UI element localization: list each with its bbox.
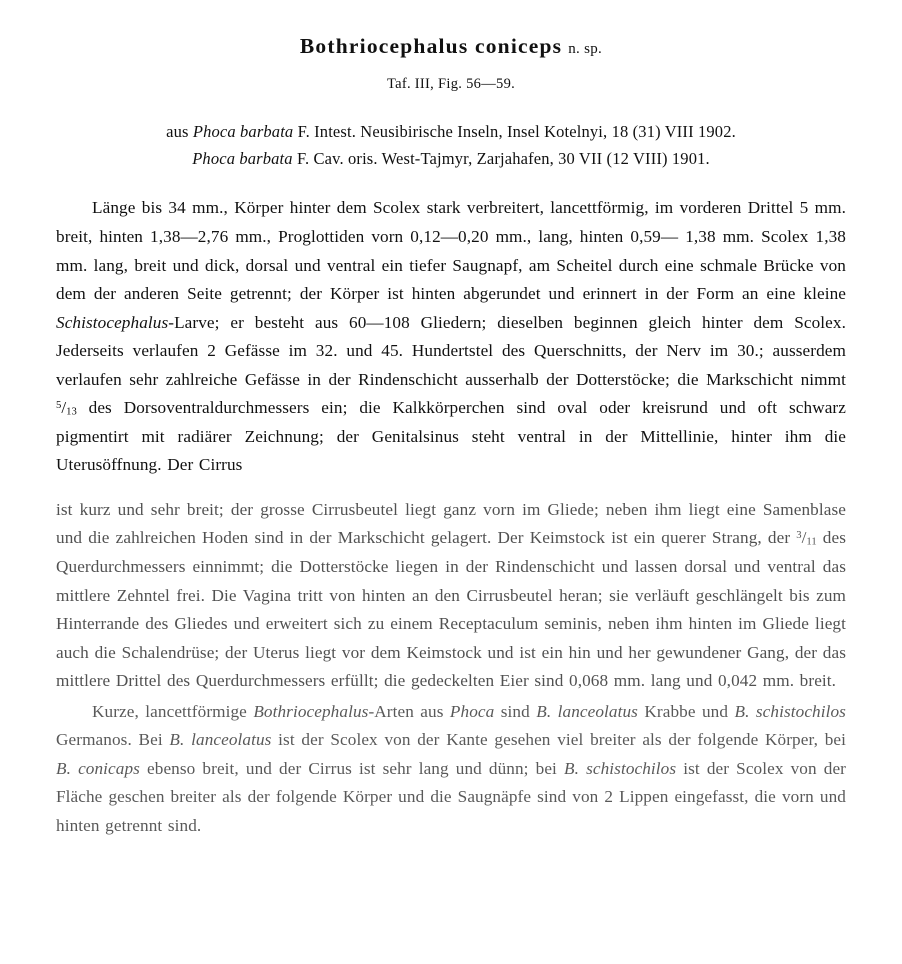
host-record-line xyxy=(56,146,846,173)
description-block-secondary xyxy=(56,496,846,696)
description-block-comparison xyxy=(56,698,846,841)
host-line-detail: F. Cav. oris. West-Tajmyr, Zarjahafen, 30 VII (12 VIII) 1901. xyxy=(292,148,710,168)
host-record-list xyxy=(56,119,846,172)
description-block-primary xyxy=(56,194,846,479)
host-record-line xyxy=(56,119,846,146)
host-line-detail: F. Intest. Neusibirische Inseln, Insel Kotelnyi, 18 (31) VIII 1902. xyxy=(293,122,736,141)
plate-reference: Taf. III, Fig. 56—59. xyxy=(386,76,516,92)
title-authority: n. sp. xyxy=(568,41,603,57)
host-line-species: Phoca barbata xyxy=(192,148,293,168)
paragraph-morphology: Länge bis 34 mm., Körper hinter dem Scolex stark verbreitert, lancettförmig, im vorderen Drittel 5 mm. breit, hinten 1,38—2,76 mm., Proglottiden vorn 0,12—0,20 mm., lang, hinten 0,59— 1,38 mm. Scolex 1,38 mm. lang, breit und dick, dorsal und ventral ein tiefer Saugnapf, am Scheitel durch eine schmale Brücke von dem der anderen Seite getrennt; der Körper ist hinten abgerundet und erinnert in der Form an eine kleine Schistocephalus-Larve; er besteht aus 60—108 Gliedern; dieselben beginnen gleich hinter dem Scolex. Jederseits verlaufen 2 Gefässe im 32. und 45. Hundertstel des Querschnitts, der Nerv im 30.; ausserdem verlaufen sehr zahlreiche Gefässe in der Rindenschicht ausserhalb der Dotterstöcke; die Markschicht nimmt $^5/_{13}$ des Dorsoventraldurchmessers ein; die Kalkkörperchen sind oval oder kreisrund und oft schwarz pigmentirt mit radiärer Zeichnung; der Genitalsinus steht ventral in der Mittellinie, hinter ihm die Uterusöffnung. Der Cirrus xyxy=(56,198,846,475)
page-title xyxy=(56,34,846,59)
host-line-species: Phoca barbata xyxy=(192,122,294,141)
host-line-prefix: aus xyxy=(166,122,193,141)
title-species-name: Bothriocephalus coniceps xyxy=(299,34,563,58)
paragraph-anatomy: ist kurz und sehr breit; der grosse Cirrusbeutel liegt ganz vorn im Gliede; neben ihm liegt eine Samenblase und die zahlreichen Hoden sind in der Markschicht gelagert. Der Keimstock ist ein querer Strang, der $^3/_{11}$ des Querdurchmessers einnimmt; die Dotterstöcke liegen in der Rindenschicht und lassen dorsal und ventral das mittlere Zehntel frei. Die Vagina tritt von hinten an den Cirrusbeutel heran; sie verläuft geschlängelt bis zum Hinterrande des Gliedes und erweitert sich zu einem Receptaculum seminis, neben ihm hinten im Gliede liegt auch die Schalendrüse; der Uterus liegt vor dem Keimstock und ist ein hin und her gewundener Gang, der das mittlere Drittel des Querdurchmessers erfüllt; die gedeckelten Eier sind 0,068 mm. lang und 0,042 mm. breit. xyxy=(56,499,846,691)
paragraph-comparison: Kurze, lancettförmige Bothriocephalus-Arten aus Phoca sind B. lanceolatus Krabbe und B. schistochilos Germanos. Bei B. lanceolatus ist der Scolex von der Kante gesehen viel breiter als der folgende Körper, bei B. conicaps ebenso breit, und der Cirrus ist sehr lang und dünn; bei B. schistochilos ist der Scolex von der Fläche geschen breiter als der folgende Körper und die Saugnäpfe sind von 2 Lippen eingefasst, die vorn und hinten getrennt sind. xyxy=(56,701,847,835)
